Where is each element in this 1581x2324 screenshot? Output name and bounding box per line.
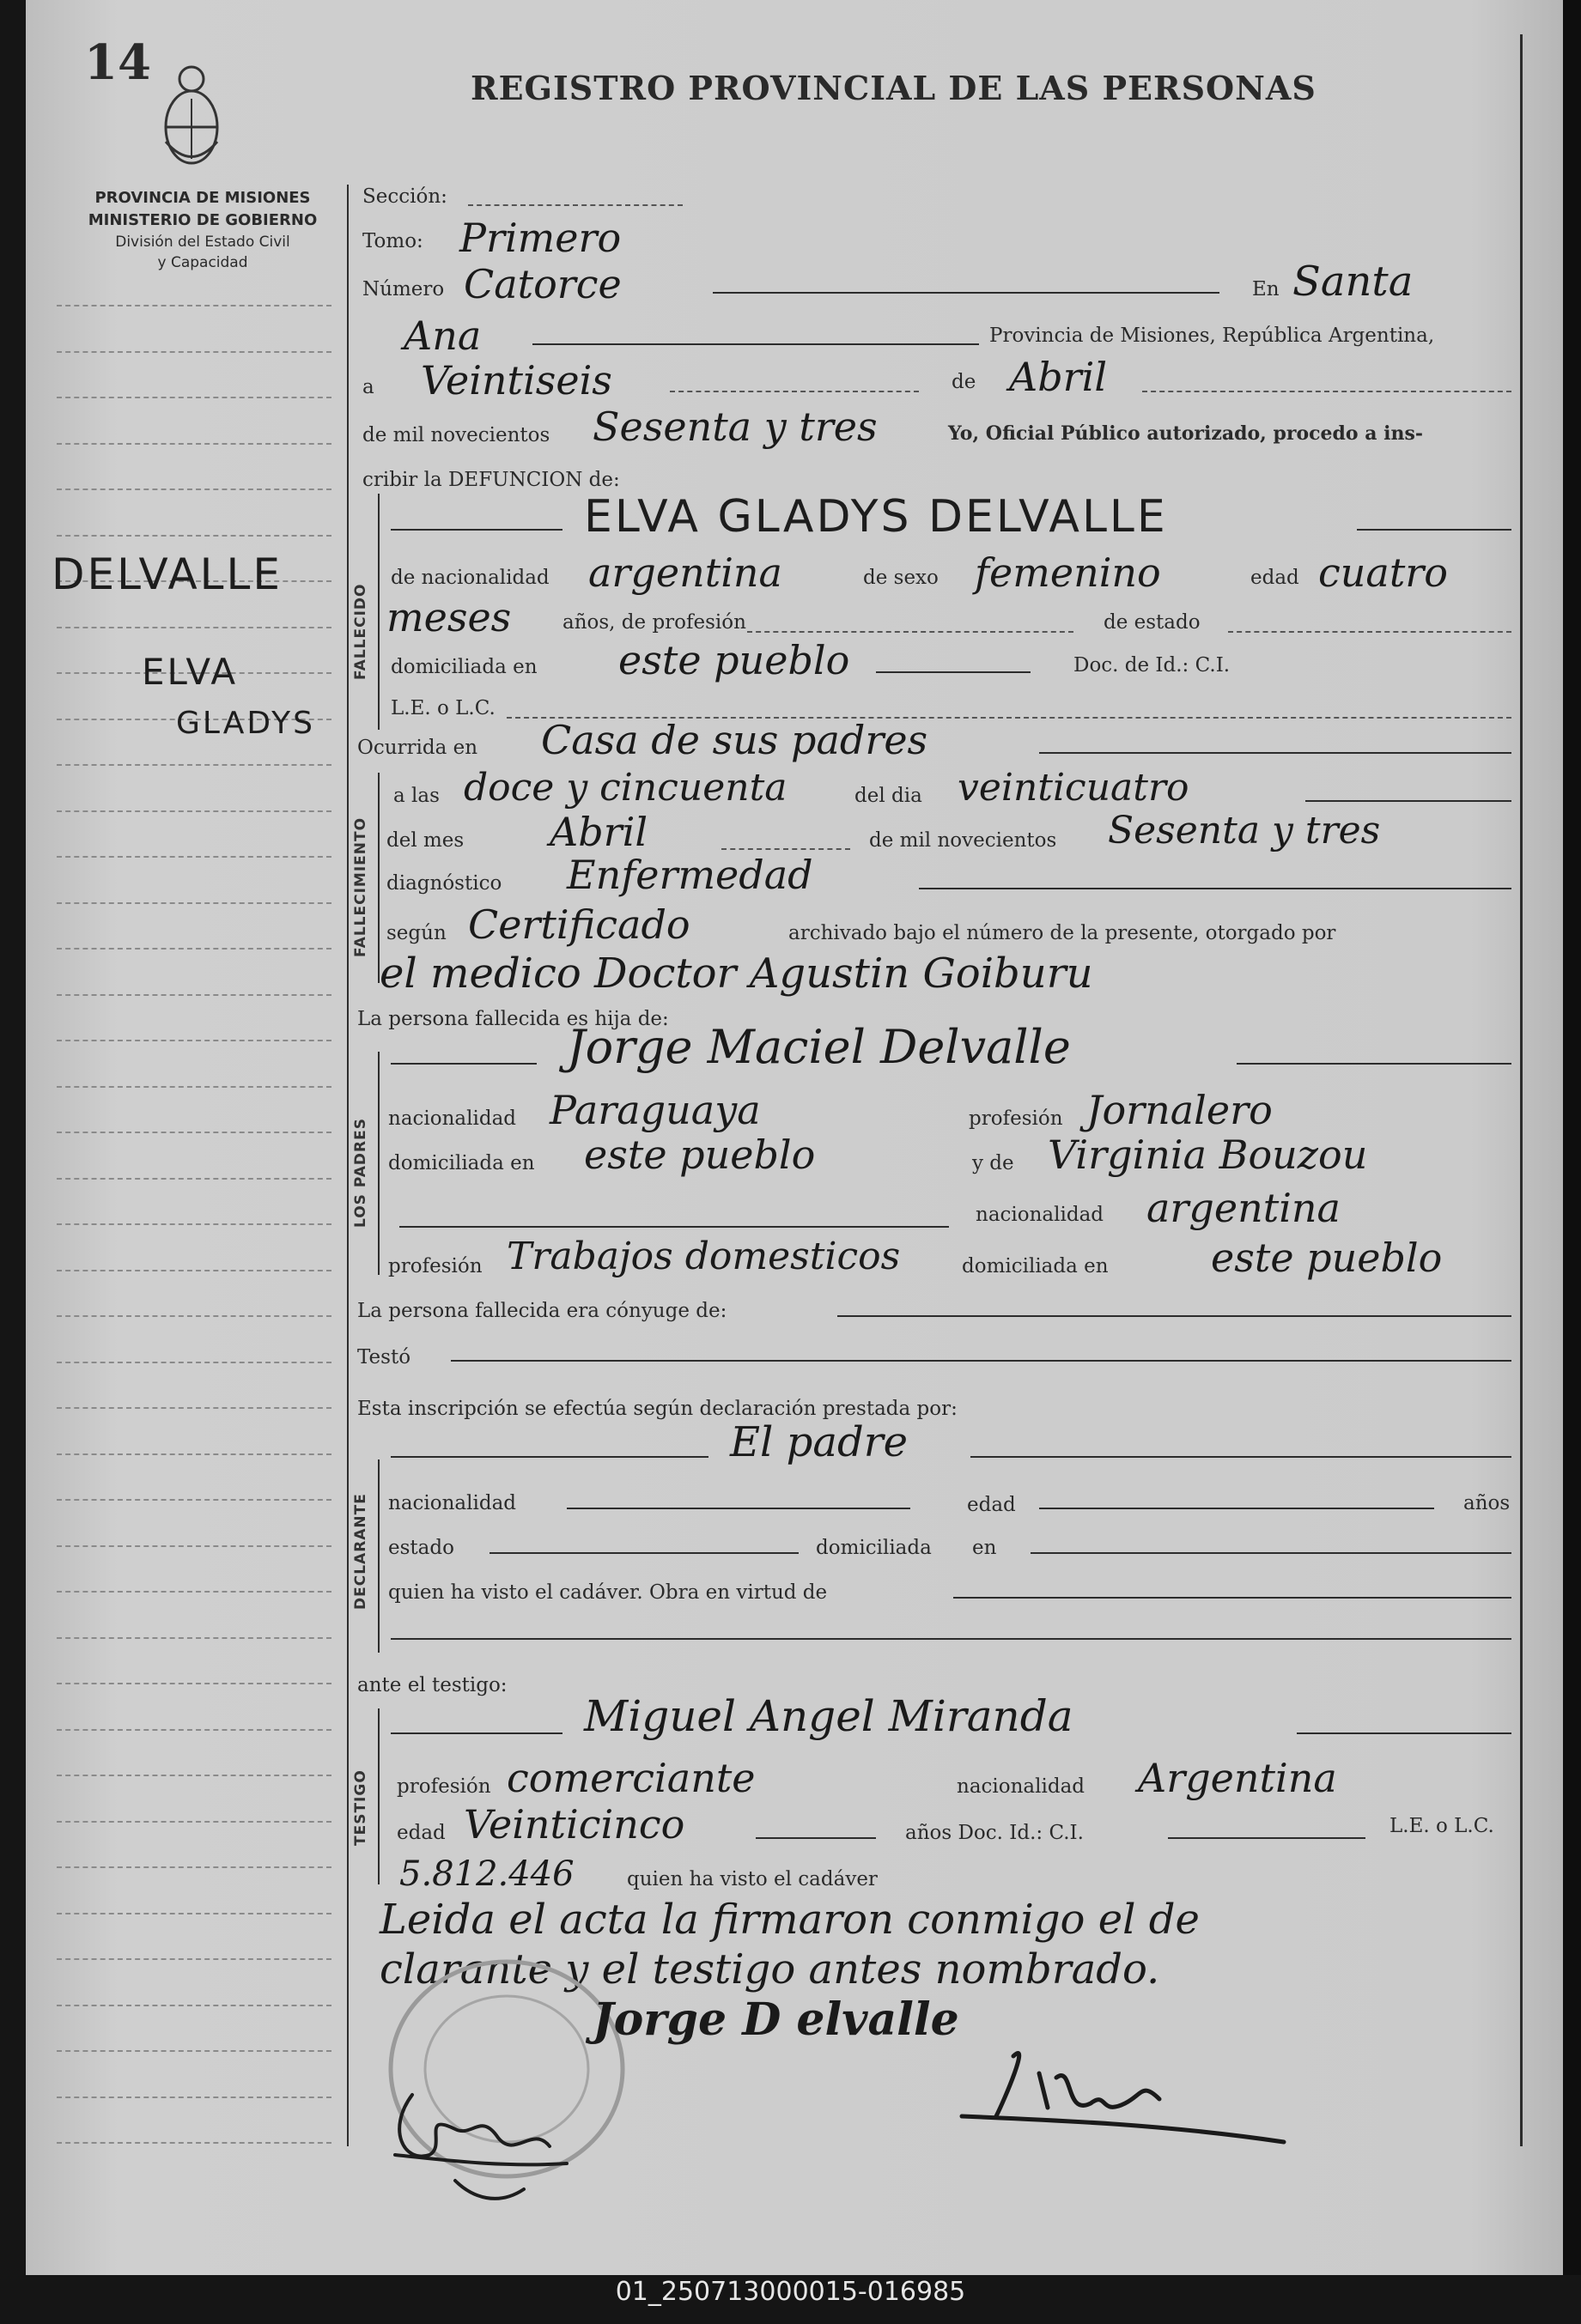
label-seccion: Sección: — [362, 185, 447, 208]
entry-edad2: meses — [386, 594, 512, 640]
margin-ruled-line — [57, 2005, 331, 2006]
office-block — [57, 187, 349, 273]
label-t-edad: edad — [397, 1822, 446, 1844]
label-domiciliada-en: domiciliada en — [391, 656, 538, 678]
fill-line-dia-fall — [1305, 800, 1511, 802]
label-de-sexo: de sexo — [863, 567, 939, 589]
entry-lugar1: Santa — [1292, 258, 1414, 306]
entry-madre: Virginia Bouzou — [1048, 1132, 1368, 1178]
entry-segun: Certificado — [468, 901, 690, 948]
label-d-en: en — [972, 1537, 997, 1559]
entry-padre-nac: Paraguaya — [550, 1087, 761, 1133]
label-de-mil-2: de mil novecientos — [869, 829, 1057, 852]
fill-line-declarante-left — [391, 1456, 708, 1458]
page-edge-shadow — [1563, 0, 1581, 2275]
entry-testigo-doc: 5.812.446 — [399, 1854, 575, 1894]
right-border-line — [1520, 34, 1523, 2146]
margin-given-name-2: GLADYS — [176, 706, 315, 741]
label-ocurrida-en: Ocurrida en — [357, 737, 478, 759]
margin-ruled-line — [57, 443, 331, 445]
entry-lugar2: Ana — [404, 312, 482, 359]
fill-line-t-edad — [756, 1837, 876, 1839]
margin-given-name-1: ELVA — [142, 651, 239, 693]
entry-declarante: El padre — [730, 1418, 909, 1466]
label-tomo: Tomo: — [362, 230, 423, 252]
label-archivado: archivado bajo el número de la presente, otorgado por — [788, 922, 1336, 944]
margin-ruled-line — [57, 627, 331, 628]
fill-line-madre-left — [399, 1226, 949, 1228]
bracket-testigo — [378, 1708, 380, 1884]
margin-ruled-line — [57, 1499, 331, 1501]
entry-madre-prof: Trabajos domesticos — [507, 1235, 901, 1278]
entry-madre-dom: este pueblo — [1211, 1235, 1443, 1281]
label-t-visto: quien ha visto el cadáver — [627, 1868, 878, 1890]
signature-declarante: Jorge D elvalle — [593, 1993, 959, 2046]
entry-padre: Jorge Maciel Delvalle — [567, 1020, 1071, 1074]
margin-ruled-line — [57, 1637, 331, 1639]
page-number: 14 — [84, 34, 151, 91]
margin-ruled-line — [57, 1729, 331, 1731]
label-domiciliada-padre: domiciliada en — [388, 1152, 535, 1174]
label-a-las: a las — [393, 785, 440, 807]
margin-ruled-line — [57, 948, 331, 950]
fill-line-d-estado — [490, 1552, 799, 1554]
entry-ocurrida: Casa de sus padres — [541, 717, 928, 763]
office-province: PROVINCIA DE MISIONES — [94, 189, 311, 207]
signature-testigo — [945, 2022, 1305, 2159]
fill-line-testigo-right — [1297, 1732, 1511, 1734]
label-diagnostico: diagnóstico — [386, 872, 502, 895]
margin-ruled-line — [57, 1040, 331, 1041]
bracket-padres — [378, 1052, 380, 1275]
margin-ruled-line — [57, 397, 331, 398]
label-cribir: cribir la DEFUNCION de: — [362, 469, 620, 491]
label-nacionalidad-padre: nacionalidad — [388, 1107, 517, 1130]
label-d-estado: estado — [388, 1537, 454, 1559]
blank-estado — [1228, 631, 1511, 633]
side-label-padres: LOS PADRES — [352, 1118, 369, 1228]
blank-dia — [670, 391, 919, 392]
margin-ruled-line — [57, 856, 331, 858]
entry-domicilio: este pueblo — [618, 637, 850, 683]
bracket-fallecido — [378, 494, 380, 730]
entry-nacionalidad: argentina — [588, 549, 782, 596]
entry-testigo-prof: comerciante — [507, 1755, 756, 1801]
entry-medico: el medico Doctor Agustin Goiburu — [380, 950, 1093, 998]
fill-line-t-doc — [1168, 1837, 1365, 1839]
fill-line-name-right — [1357, 529, 1511, 531]
margin-ruled-line — [57, 1958, 331, 1960]
margin-ruled-line — [57, 488, 331, 490]
blank-profesion — [747, 631, 1073, 633]
entry-fallecido-nombre: ELVA GLADYS DELVALLE — [584, 491, 1168, 543]
header-title: REGISTRO PROVINCIAL DE LAS PERSONAS — [471, 69, 1316, 107]
label-profesion-padre: profesión — [969, 1107, 1063, 1130]
entry-testigo-nac: Argentina — [1138, 1755, 1337, 1801]
signature-oficial — [378, 2078, 584, 2215]
margin-ruled-line — [57, 1178, 331, 1180]
entry-diagnostico: Enfermedad — [567, 852, 813, 898]
margin-ruled-line — [57, 1132, 331, 1133]
office-division: División del Estado Civil — [115, 234, 290, 251]
fill-line-declarante-right — [970, 1456, 1511, 1458]
entry-sexo: femenino — [975, 549, 1161, 596]
label-segun: según — [386, 922, 447, 944]
label-a: a — [362, 376, 374, 398]
margin-ruled-line — [57, 994, 331, 996]
label-t-le-lc: L.E. o L.C. — [1389, 1815, 1494, 1837]
margin-surname: DELVALLE — [52, 549, 283, 599]
label-d-edad: edad — [967, 1494, 1016, 1516]
entry-madre-nac: argentina — [1146, 1185, 1341, 1231]
margin-ruled-line — [57, 305, 331, 306]
margin-ruled-line — [57, 810, 331, 812]
fill-line-d-edad — [1039, 1508, 1434, 1509]
label-testo: Testó — [357, 1346, 411, 1368]
entry-mes-fall: Abril — [550, 809, 648, 855]
label-edad: edad — [1250, 567, 1299, 589]
entry-dia: Veintiseis — [421, 357, 612, 404]
entry-padre-prof: Jornalero — [1086, 1087, 1273, 1133]
label-en: En — [1252, 278, 1280, 300]
entry-padre-dom: este pueblo — [584, 1132, 816, 1178]
label-anos-profesion: años, de profesión — [562, 611, 746, 634]
entry-hora: doce y cincuenta — [464, 766, 787, 810]
label-doc-id: Doc. de Id.: C.I. — [1073, 654, 1231, 677]
label-profesion-madre: profesión — [388, 1255, 483, 1277]
fill-line-name-left — [391, 529, 562, 531]
coat-of-arms-icon — [153, 60, 230, 172]
entry-cierre-2: clarante y el testigo antes nombrado. — [380, 1945, 1160, 1993]
label-le-lc: L.E. o L.C. — [391, 697, 496, 719]
fill-line-conyuge — [837, 1315, 1511, 1317]
margin-ruled-line — [57, 1683, 331, 1684]
margin-ruled-line — [57, 1270, 331, 1271]
fill-line-padre-right — [1237, 1063, 1511, 1065]
margin-ruled-line — [57, 351, 331, 353]
label-declaracion: Esta inscripción se efectúa según declaración prestada por: — [357, 1398, 958, 1420]
fill-line-testigo-left — [391, 1732, 562, 1734]
label-hija-de: La persona fallecida es hija de: — [357, 1008, 669, 1030]
margin-ruled-line — [57, 902, 331, 904]
label-ante-testigo: ante el testigo: — [357, 1674, 508, 1696]
entry-mes: Abril — [1009, 354, 1108, 400]
label-d-nacionalidad: nacionalidad — [388, 1492, 517, 1514]
side-label-fallecimiento: FALLECIMIENTO — [352, 816, 369, 957]
margin-ruled-line — [57, 1223, 331, 1225]
label-de: de — [952, 371, 976, 393]
label-d-visto: quien ha visto el cadáver. Obra en virtud de — [388, 1581, 828, 1604]
fill-line-diagnostico — [919, 888, 1511, 889]
label-de-mil: de mil novecientos — [362, 424, 550, 446]
margin-ruled-line — [57, 1821, 331, 1823]
side-label-declarante: DECLARANTE — [352, 1493, 369, 1610]
margin-ruled-line — [57, 1591, 331, 1593]
label-numero: Número — [362, 278, 445, 300]
label-t-anos-doc: años Doc. Id.: C.I. — [905, 1822, 1084, 1844]
blank-seccion — [468, 204, 683, 206]
entry-cierre-1: Leida el acta la firmaron conmigo el de — [380, 1896, 1200, 1944]
label-t-nacionalidad: nacionalidad — [957, 1775, 1085, 1798]
margin-ruled-line — [57, 1453, 331, 1455]
label-de-nacionalidad: de nacionalidad — [391, 567, 550, 589]
left-border-line — [347, 185, 349, 2146]
entry-tomo: Primero — [459, 215, 622, 261]
margin-ruled-line — [57, 2096, 331, 2098]
margin-ruled-line — [57, 1407, 331, 1409]
label-de-estado: de estado — [1104, 611, 1201, 634]
margin-ruled-line — [57, 1545, 331, 1547]
margin-ruled-line — [57, 1086, 331, 1088]
footer-filename: 01_250713000015-016985 — [615, 2277, 966, 2307]
side-label-fallecido: FALLECIDO — [352, 583, 369, 680]
label-t-profesion: profesión — [397, 1775, 491, 1798]
office-ministry: MINISTERIO DE GOBIERNO — [88, 211, 318, 229]
fill-line-numero — [713, 292, 1219, 294]
label-conyuge: La persona fallecida era cónyuge de: — [357, 1300, 727, 1322]
margin-ruled-line — [57, 1913, 331, 1914]
entry-numero: Catorce — [464, 261, 622, 307]
margin-ruled-line — [57, 1315, 331, 1317]
side-label-testigo: TESTIGO — [352, 1769, 369, 1846]
fill-line-d-nacionalidad — [567, 1508, 910, 1509]
margin-ruled-line — [57, 2142, 331, 2144]
label-d-domiciliada: domiciliada — [816, 1537, 932, 1559]
entry-testigo-edad: Veinticinco — [464, 1801, 685, 1848]
label-d-anos: años — [1463, 1492, 1511, 1514]
fill-line-padre-left — [391, 1063, 537, 1065]
entry-anio-fall: Sesenta y tres — [1108, 809, 1381, 853]
label-y-de: y de — [972, 1152, 1014, 1174]
margin-ruled-line — [57, 1362, 331, 1363]
margin-ruled-line — [57, 535, 331, 537]
entry-anio: Sesenta y tres — [593, 404, 878, 450]
blank-mes-fall — [721, 848, 850, 850]
entry-testigo: Miguel Angel Miranda — [584, 1691, 1073, 1741]
label-yo-oficial: Yo, Oficial Público autorizado, procedo a ins- — [948, 422, 1424, 445]
margin-ruled-line — [57, 1775, 331, 1776]
fill-line-testo — [451, 1360, 1511, 1362]
fill-line-ocurrida — [1039, 752, 1511, 754]
label-domiciliada-madre: domiciliada en — [962, 1255, 1109, 1277]
fill-line-d-visto — [953, 1597, 1511, 1599]
label-del-mes: del mes — [386, 829, 465, 852]
entry-dia-fall: veinticuatro — [958, 766, 1189, 810]
entry-edad1: cuatro — [1318, 549, 1448, 596]
blank-mes — [1142, 391, 1511, 392]
fill-line-d-extra — [391, 1638, 1511, 1640]
label-nacionalidad-madre: nacionalidad — [976, 1204, 1104, 1226]
margin-ruled-line — [57, 1866, 331, 1868]
bracket-declarante — [378, 1459, 380, 1653]
margin-ruled-line — [57, 764, 331, 766]
margin-ruled-line — [57, 2050, 331, 2052]
label-provincia: Provincia de Misiones, República Argentina, — [989, 325, 1435, 347]
label-del-dia: del dia — [854, 785, 922, 807]
office-capacidad: y Capacidad — [157, 254, 248, 271]
fill-line-domicilio — [876, 671, 1031, 673]
fill-line-d-en — [1031, 1552, 1511, 1554]
fill-line-lugar — [532, 343, 979, 345]
